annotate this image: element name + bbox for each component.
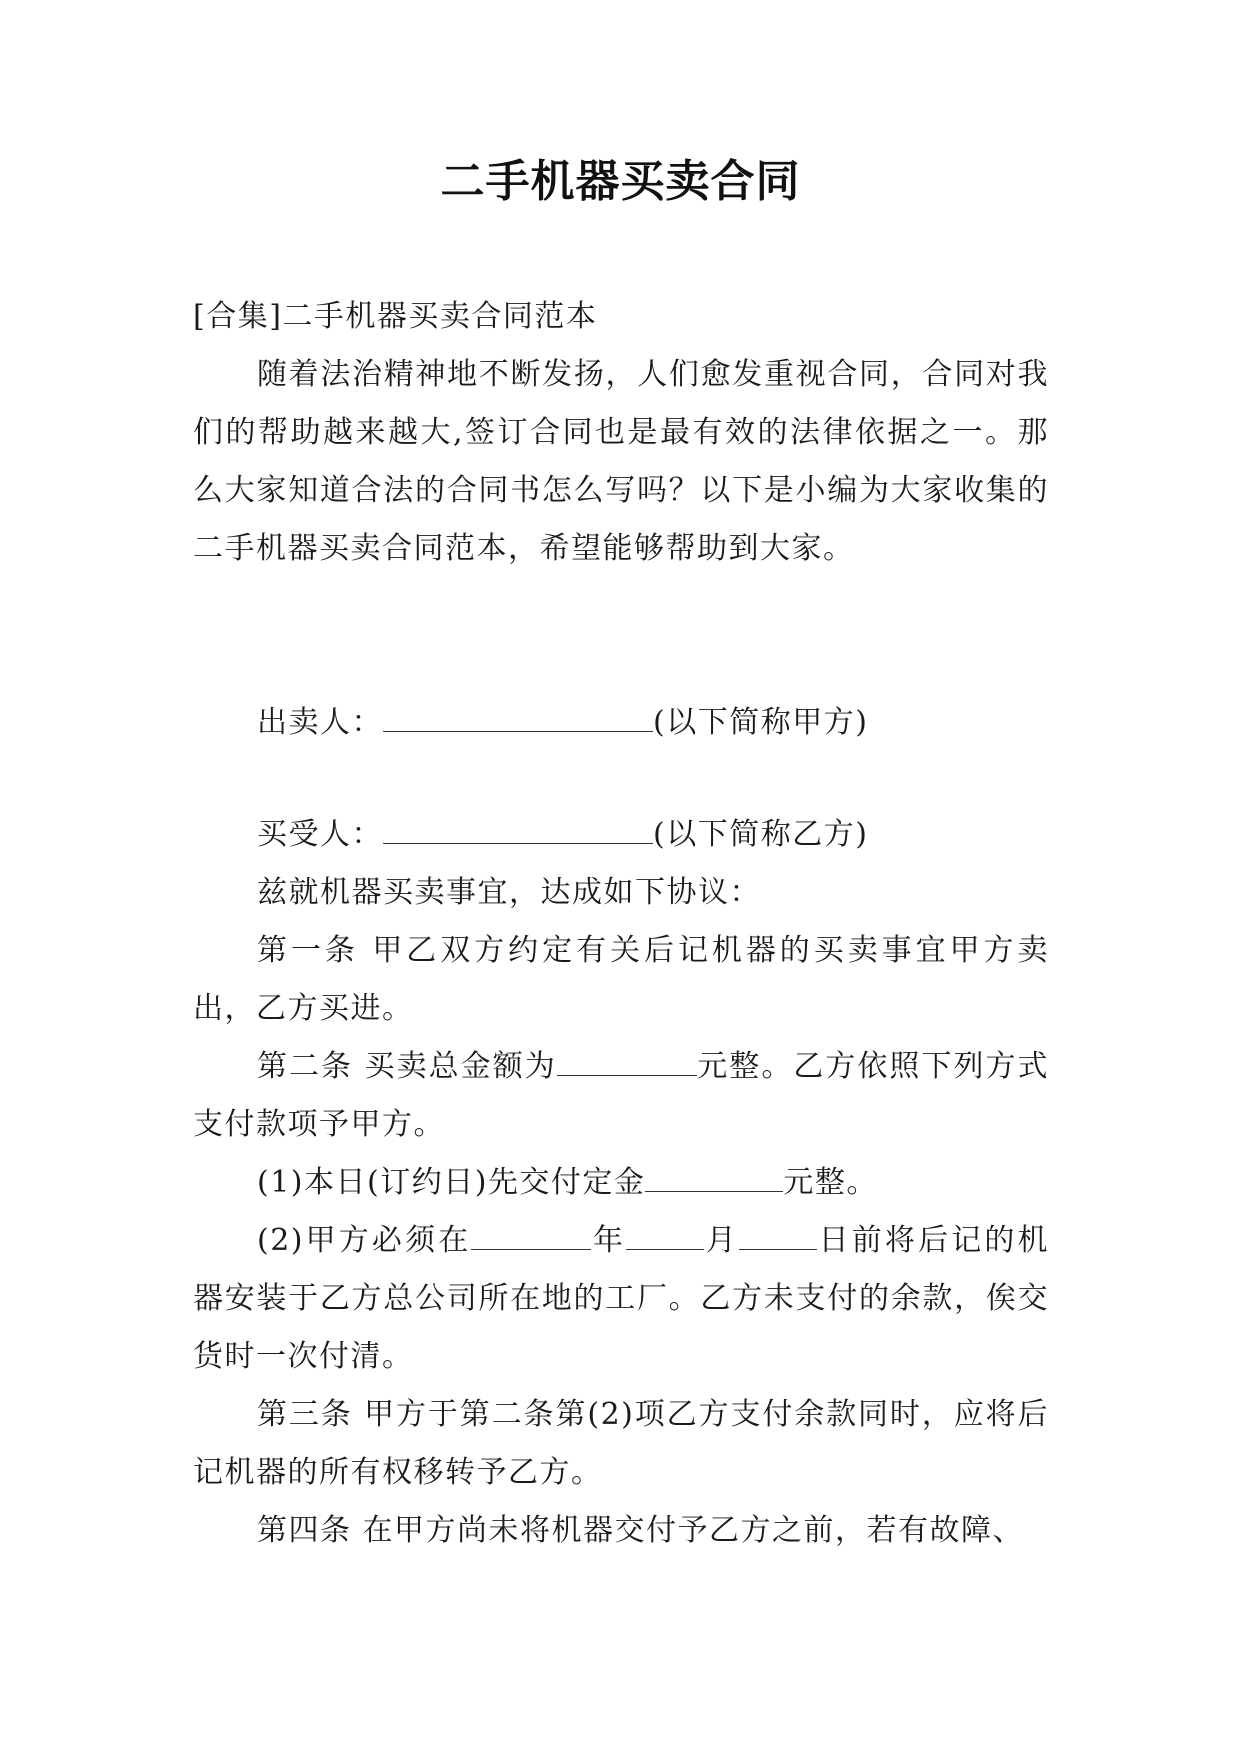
year-label: 年 <box>591 1223 627 1258</box>
buyer-label: 买受人： <box>257 817 383 852</box>
article-2-prefix: 第二条 买卖总金额为 <box>257 1049 557 1084</box>
item-2 <box>193 1212 1049 1386</box>
article-1: 第一条 甲乙双方约定有关后记机器的买卖事宜甲方卖出，乙方买进。 <box>193 933 1049 1026</box>
day-blank[interactable] <box>739 1223 817 1250</box>
month-blank[interactable] <box>626 1223 704 1250</box>
intro-paragraph: 随着法治精神地不断发扬，人们愈发重视合同，合同对我们的帮助越来越大,签订合同也是最有效的法律依据之一。那么大家知道合法的合同书怎么写吗？以下是小编为大家收集的二手机器买卖合同范本，希望能够帮助到大家。 <box>193 357 1049 566</box>
item-2-prefix: (2)甲方必须在 <box>257 1223 472 1258</box>
year-blank[interactable] <box>471 1223 591 1250</box>
spacer <box>193 578 1049 694</box>
seller-line <box>193 694 1049 752</box>
buyer-blank[interactable] <box>383 817 653 844</box>
buyer-suffix: (以下简称乙方) <box>653 817 869 852</box>
article-2 <box>193 1038 1049 1154</box>
buyer-line <box>193 806 1049 864</box>
item-1-suffix: 元整。 <box>783 1165 878 1200</box>
item-1-prefix: (1)本日(订约日)先交付定金 <box>257 1165 646 1200</box>
deposit-blank[interactable] <box>645 1165 783 1192</box>
seller-suffix: (以下简称甲方) <box>653 705 869 740</box>
seller-blank[interactable] <box>383 705 653 732</box>
article-3: 第三条 甲方于第二条第(2)项乙方支付余款同时，应将后记机器的所有权移转予乙方。 <box>193 1397 1049 1490</box>
article-4: 第四条 在甲方尚未将机器交付予乙方之前，若有故障、 <box>257 1513 1025 1548</box>
month-label: 月 <box>704 1223 739 1258</box>
item-2-suffix: 日前将后记的机器安装于乙方总公司所在地的工厂。乙方未支付的余款，俟交货时一次付清。 <box>193 1223 1050 1374</box>
document-subtitle: [合集]二手机器买卖合同范本 <box>193 299 598 334</box>
article-2-suffix: 元整。乙方依照下列方式支付款项予甲方。 <box>193 1049 1050 1142</box>
total-amount-blank[interactable] <box>557 1049 697 1076</box>
document-title: 二手机器买卖合同 <box>440 156 801 207</box>
document-body <box>193 288 1049 1560</box>
agreement-intro: 兹就机器买卖事宜，达成如下协议： <box>257 875 761 910</box>
seller-label: 出卖人： <box>257 705 383 740</box>
spacer <box>193 752 1049 806</box>
item-1 <box>193 1154 1049 1212</box>
